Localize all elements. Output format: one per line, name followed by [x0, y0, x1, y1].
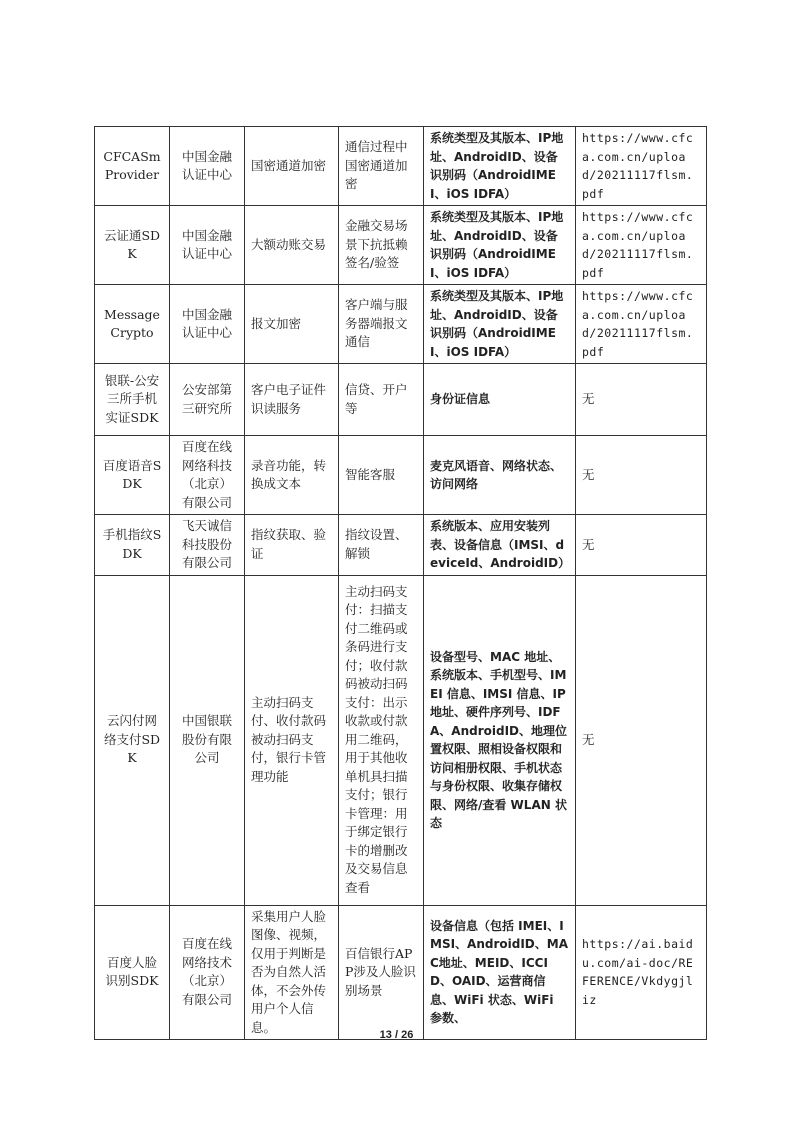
scenario-cell: 智能客服 — [339, 436, 424, 515]
table-row — [95, 436, 707, 515]
function-cell: 主动扫码支付、收付款码被动扫码支付，银行卡管理功能 — [245, 575, 339, 905]
table-row — [95, 285, 707, 364]
company-cell: 公安部第三研究所 — [170, 364, 245, 436]
privacy-policy-cell[interactable]: https://www.cfca.com.cn/upload/20211117flsm.pdf — [576, 285, 707, 364]
privacy-policy-cell: 无 — [576, 364, 707, 436]
function-cell: 指纹获取、验证 — [245, 515, 339, 576]
function-cell: 采集用户人脸图像、视频，仅用于判断是否为自然人活体，不会外传用户个人信息。 — [245, 905, 339, 1040]
scenario-cell: 通信过程中国密通道加密 — [339, 127, 424, 206]
sdk-name-cell: 百度人脸识别SDK — [95, 905, 170, 1040]
sdk-name-cell: 云闪付网络支付SDK — [95, 575, 170, 905]
sdk-name-cell: 百度语音SDK — [95, 436, 170, 515]
company-cell: 飞天诚信科技股份有限公司 — [170, 515, 245, 576]
collected-data-cell: 设备型号、MAC 地址、系统版本、手机型号、IMEI 信息、IMSI 信息、IP 地址、硬件序列号、IDFA、AndroidID、地理位置权限、照相设备权限和访问相册权限、手机状态与身份权限、收集存储权限、网络/查看 WLAN 状态 — [424, 575, 576, 905]
function-cell: 国密通道加密 — [245, 127, 339, 206]
table-row — [95, 515, 707, 576]
sdk-name-cell: CFCASmProvider — [95, 127, 170, 206]
company-cell: 中国金融认证中心 — [170, 285, 245, 364]
function-cell: 报文加密 — [245, 285, 339, 364]
scenario-cell: 百信银行APP涉及人脸识别场景 — [339, 905, 424, 1040]
table-row — [95, 206, 707, 285]
sdk-name-cell: 手机指纹SDK — [95, 515, 170, 576]
scenario-cell: 指纹设置、解锁 — [339, 515, 424, 576]
scenario-cell: 金融交易场景下抗抵赖签名/验签 — [339, 206, 424, 285]
table-row — [95, 127, 707, 206]
collected-data-cell: 系统类型及其版本、IP地址、AndroidID、设备识别码（AndroidIMEI、iOS IDFA） — [424, 285, 576, 364]
function-cell: 大额动账交易 — [245, 206, 339, 285]
collected-data-cell: 系统类型及其版本、IP地址、AndroidID、设备识别码（AndroidIMEI、iOS IDFA） — [424, 127, 576, 206]
sdk-info-table — [94, 126, 707, 1040]
company-cell: 中国银联股份有限公司 — [170, 575, 245, 905]
sdk-name-cell: MessageCrypto — [95, 285, 170, 364]
collected-data-cell: 麦克风语音、网络状态、访问网络 — [424, 436, 576, 515]
collected-data-cell: 系统类型及其版本、IP地址、AndroidID、设备识别码（AndroidIMEI、iOS IDFA） — [424, 206, 576, 285]
company-cell: 中国金融认证中心 — [170, 127, 245, 206]
table-row — [95, 905, 707, 1040]
privacy-policy-cell[interactable]: https://ai.baidu.com/ai-doc/REFERENCE/Vkdygjliz — [576, 905, 707, 1040]
privacy-policy-cell[interactable]: https://www.cfca.com.cn/upload/20211117flsm.pdf — [576, 206, 707, 285]
table-row — [95, 364, 707, 436]
privacy-policy-cell: 无 — [576, 515, 707, 576]
privacy-policy-cell: 无 — [576, 575, 707, 905]
collected-data-cell: 设备信息（包括 IMEI、IMSI、AndroidID、MAC地址、MEID、ICCID、OAID、运营商信息、WiFi 状态、WiFi 参数、 — [424, 905, 576, 1040]
company-cell: 百度在线网络技术（北京）有限公司 — [170, 905, 245, 1040]
scenario-cell: 信贷、开户等 — [339, 364, 424, 436]
collected-data-cell: 系统版本、应用安装列表、设备信息（IMSI、deviceId、AndroidID） — [424, 515, 576, 576]
page-number: 13 / 26 — [379, 1029, 414, 1041]
collected-data-cell: 身份证信息 — [424, 364, 576, 436]
sdk-name-cell: 银联-公安三所手机实证SDK — [95, 364, 170, 436]
sdk-name-cell: 云证通SDK — [95, 206, 170, 285]
privacy-policy-cell[interactable]: https://www.cfca.com.cn/upload/20211117flsm.pdf — [576, 127, 707, 206]
scenario-cell: 主动扫码支付：扫描支付二维码或条码进行支付；收付款码被动扫码支付：出示收款或付款用二维码，用于其他收单机具扫描支付；银行卡管理：用于绑定银行卡的增删改及交易信息查看 — [339, 575, 424, 905]
company-cell: 百度在线网络科技（北京）有限公司 — [170, 436, 245, 515]
table-row — [95, 575, 707, 905]
function-cell: 客户电子证件识读服务 — [245, 364, 339, 436]
function-cell: 录音功能，转换成文本 — [245, 436, 339, 515]
privacy-policy-cell: 无 — [576, 436, 707, 515]
company-cell: 中国金融认证中心 — [170, 206, 245, 285]
scenario-cell: 客户端与服务器端报文通信 — [339, 285, 424, 364]
